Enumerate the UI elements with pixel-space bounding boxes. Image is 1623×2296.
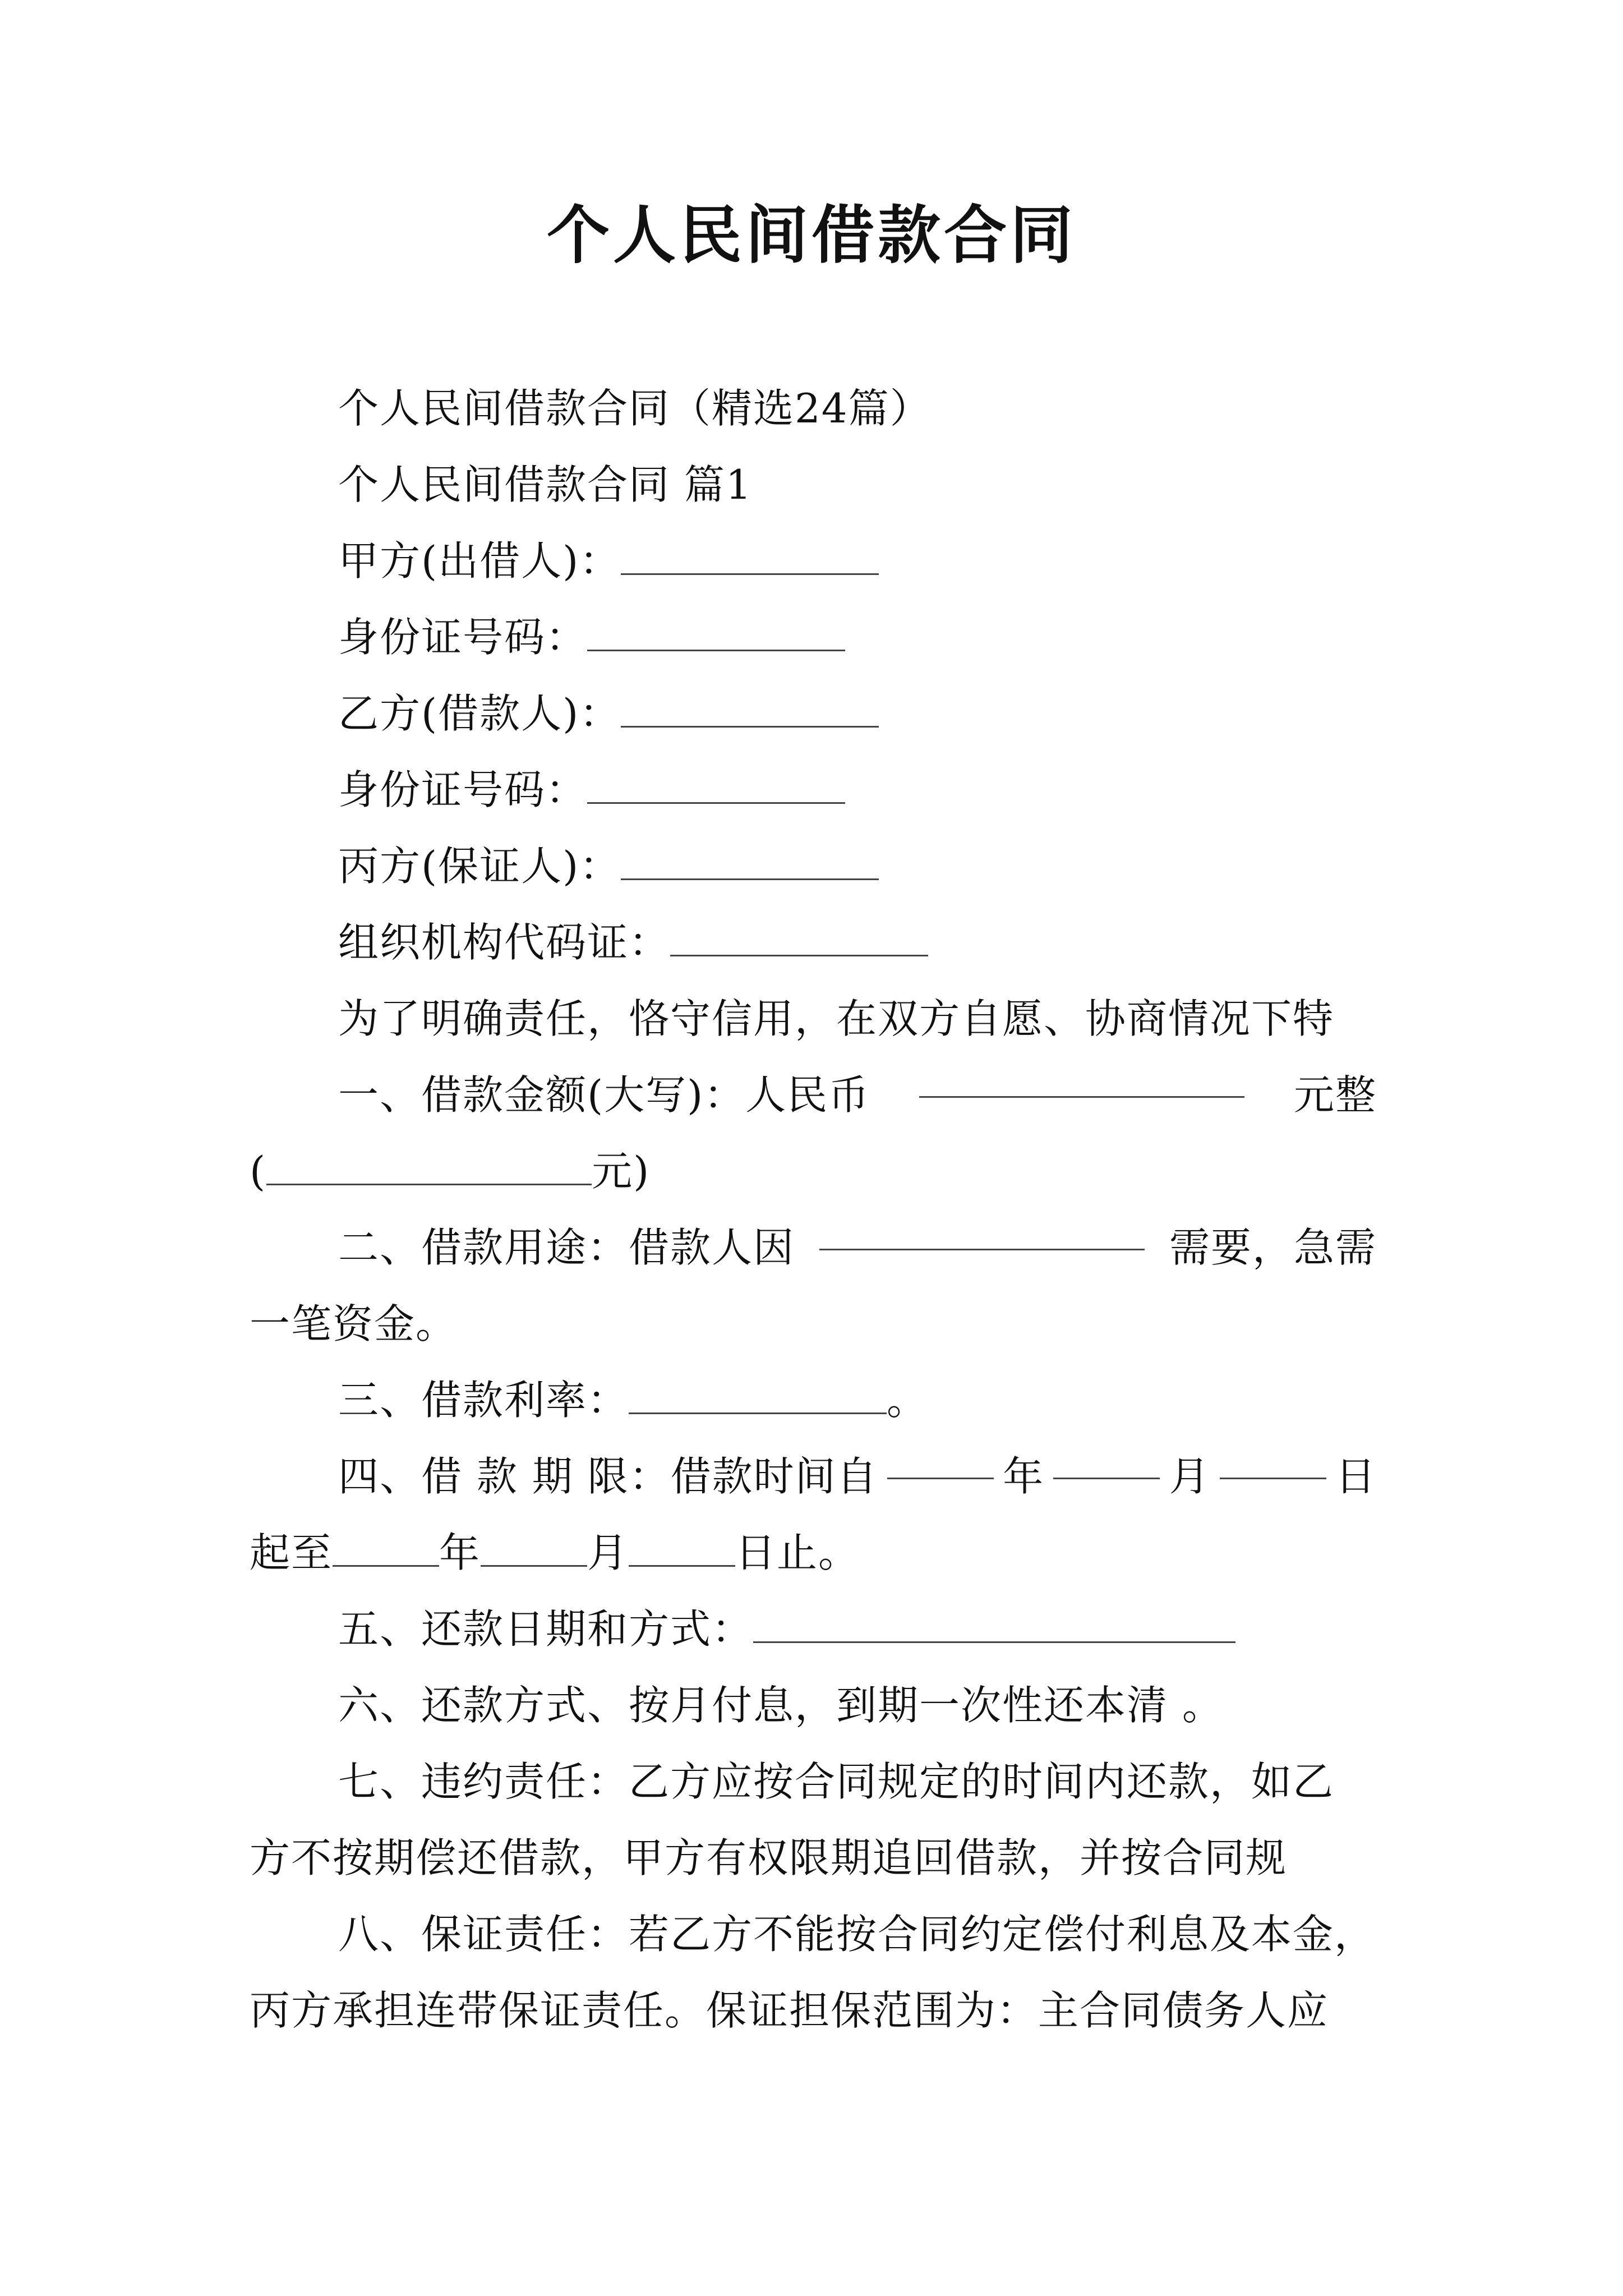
clause-4-cont-row — [250, 1515, 1377, 1591]
clause-1-suffix: 元整 — [1293, 1071, 1377, 1119]
interest-rate-blank — [629, 1373, 887, 1414]
clause-8-line-2: 丙方承担连带保证责任。保证担保范围为：主合同债务人应 — [250, 1987, 1329, 2034]
start-day-label: 日 — [1335, 1453, 1377, 1500]
subtitle: 个人民间借款合同（精选24篇） — [338, 385, 932, 432]
party-a-blank — [621, 534, 879, 575]
clause-7-line-1: 七、违约责任：乙方应按合同规定的时间内还款，如乙 — [338, 1758, 1335, 1805]
clause-1-prefix: 一、借款金额(大写)：人民币 — [338, 1071, 870, 1119]
clause-1-cont-row — [250, 1133, 1377, 1209]
clause-5-prefix: 五、还款日期和方式： — [338, 1605, 754, 1653]
clause-8-line-1: 八、保证责任：若乙方不能按合同约定偿付利息及本金， — [338, 1911, 1376, 1958]
end-year-label: 年 — [439, 1529, 481, 1576]
amount-words-blank — [919, 1057, 1244, 1098]
party-a-label: 甲方(出借人)： — [338, 537, 621, 585]
end-month-blank — [481, 1526, 587, 1567]
document-body — [250, 370, 1377, 2049]
id-number-b-row — [250, 752, 1377, 828]
start-day-blank — [1220, 1438, 1326, 1479]
end-year-blank — [333, 1526, 439, 1567]
clause-6: 六、还款方式、按月付息，到期一次性还本清 。 — [338, 1682, 1224, 1729]
party-c-row — [250, 828, 1377, 904]
start-month-blank — [1053, 1438, 1160, 1479]
party-b-row — [250, 675, 1377, 752]
clause-4-cont-suffix: 日止。 — [735, 1529, 860, 1576]
clause-2-cont: 一笔资金。 — [250, 1300, 458, 1347]
start-month-label: 月 — [1169, 1453, 1211, 1500]
id-number-a-label: 身份证号码： — [338, 614, 588, 661]
id-number-b-label: 身份证号码： — [338, 766, 588, 813]
clause-3-prefix: 三、借款利率： — [338, 1377, 629, 1424]
id-number-b-blank — [587, 763, 845, 804]
clause-2-prefix: 二、借款用途：借款人因 — [338, 1224, 795, 1271]
org-code-blank — [670, 915, 928, 956]
clause-3-suffix: 。 — [887, 1377, 929, 1424]
clause-4-prefix: 四、借 款 期 限：借款时间自 — [338, 1453, 878, 1500]
id-number-a-blank — [587, 610, 845, 651]
purpose-blank — [819, 1209, 1145, 1250]
start-year-label: 年 — [1003, 1453, 1045, 1500]
clause-2-suffix: 需要，急需 — [1169, 1224, 1377, 1271]
party-a-row — [250, 523, 1377, 599]
clause-4-cont-prefix: 起至 — [250, 1529, 333, 1576]
org-code-row — [250, 904, 1377, 981]
section-heading: 个人民间借款合同 篇1 — [338, 461, 753, 508]
paren-close: 元) — [592, 1148, 651, 1195]
end-day-blank — [629, 1526, 735, 1567]
org-code-label: 组织机构代码证： — [338, 919, 671, 966]
id-number-a-row — [250, 599, 1377, 675]
end-month-label: 月 — [587, 1529, 629, 1576]
clause-3-row — [250, 1362, 1377, 1438]
intro-paragraph: 为了明确责任，恪守信用，在双方自愿、协商情况下特 — [338, 995, 1335, 1042]
clause-5-row — [250, 1591, 1377, 1667]
document-title: 个人民间借款合同 — [547, 199, 1076, 272]
clause-4-row — [250, 1438, 1377, 1515]
repayment-blank — [753, 1602, 1235, 1643]
party-b-blank — [621, 687, 879, 728]
clause-2-row — [250, 1209, 1377, 1286]
party-c-blank — [621, 839, 879, 880]
start-year-blank — [887, 1438, 994, 1479]
amount-figures-blank — [266, 1144, 592, 1185]
party-c-label: 丙方(保证人)： — [338, 843, 621, 890]
paren-open: ( — [250, 1148, 267, 1195]
clause-7-line-2: 方不按期偿还借款，甲方有权限期追回借款，并按合同规 — [250, 1834, 1288, 1881]
party-b-label: 乙方(借款人)： — [338, 690, 621, 737]
clause-1-row — [250, 1057, 1377, 1133]
